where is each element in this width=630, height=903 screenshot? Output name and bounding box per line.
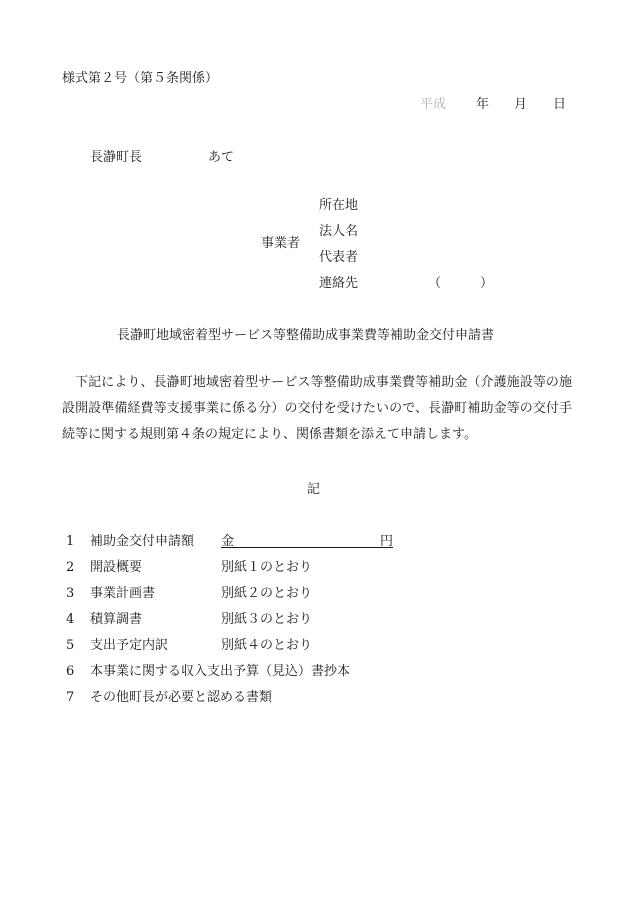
item-label: 支出予定内訳 [90,638,169,653]
document-title: 長瀞町地域密着型サービス等整備助成事業費等補助金交付申請書 [117,328,495,343]
field-address: 所在地 [319,198,359,213]
item-label: 開設概要 [90,560,143,575]
field-contact: 連絡先 [319,276,359,291]
item-label: 本事業に関する収入支出予算（見込）書抄本 [90,664,351,679]
field-corporation: 法人名 [319,224,359,239]
item-number: 7 [66,690,75,705]
item-label: 事業計画書 [90,586,156,601]
item-number: 5 [66,638,75,653]
date-era: 平成 [420,97,447,112]
addressee-name: 長瀞町長 [90,150,143,165]
item-number: 1 [66,534,75,549]
addressee-suffix: あて [208,150,235,165]
item-label: 補助金交付申請額 [90,534,195,549]
date-year: 年 [476,97,490,112]
date-day: 日 [553,97,567,112]
list-item [66,634,313,653]
list-item [66,556,313,575]
ki-heading: 記 [307,482,321,497]
applicant-label: 事業者 [261,236,301,251]
amount-field [221,530,393,548]
contact-phone-parens: （ ） [428,276,494,291]
list-item [66,582,313,601]
item-label: その他町長が必要と認める書類 [90,690,273,705]
item-number: 2 [66,560,75,575]
item-number: 3 [66,586,75,601]
item-value: 別紙２のとおり [221,586,313,601]
body-paragraph: 下記により、長瀞町地域密着型サービス等整備助成事業費等補助金（介護施設等の施設開設準備経費等支援事業に係る分）の交付を受けたいので、長瀞町補助金等の交付手続等に関する規則第４条の規定により、関係書類を添えて申請します。 [62,375,572,442]
item-value: 別紙３のとおり [221,612,313,627]
date-month: 月 [514,97,528,112]
item-value: 別紙４のとおり [221,638,313,653]
list-item [66,530,393,549]
item-number: 6 [66,664,75,679]
item-value: 別紙１のとおり [221,560,313,575]
list-item [66,686,272,705]
item-label: 積算調書 [90,612,143,627]
amount-prefix: 金 [221,534,235,549]
item-number: 4 [66,612,75,627]
list-item [66,660,350,679]
field-representative: 代表者 [319,250,359,265]
amount-suffix: 円 [379,534,393,549]
list-item [66,608,313,627]
form-number: 様式第２号（第５条関係） [62,71,219,86]
